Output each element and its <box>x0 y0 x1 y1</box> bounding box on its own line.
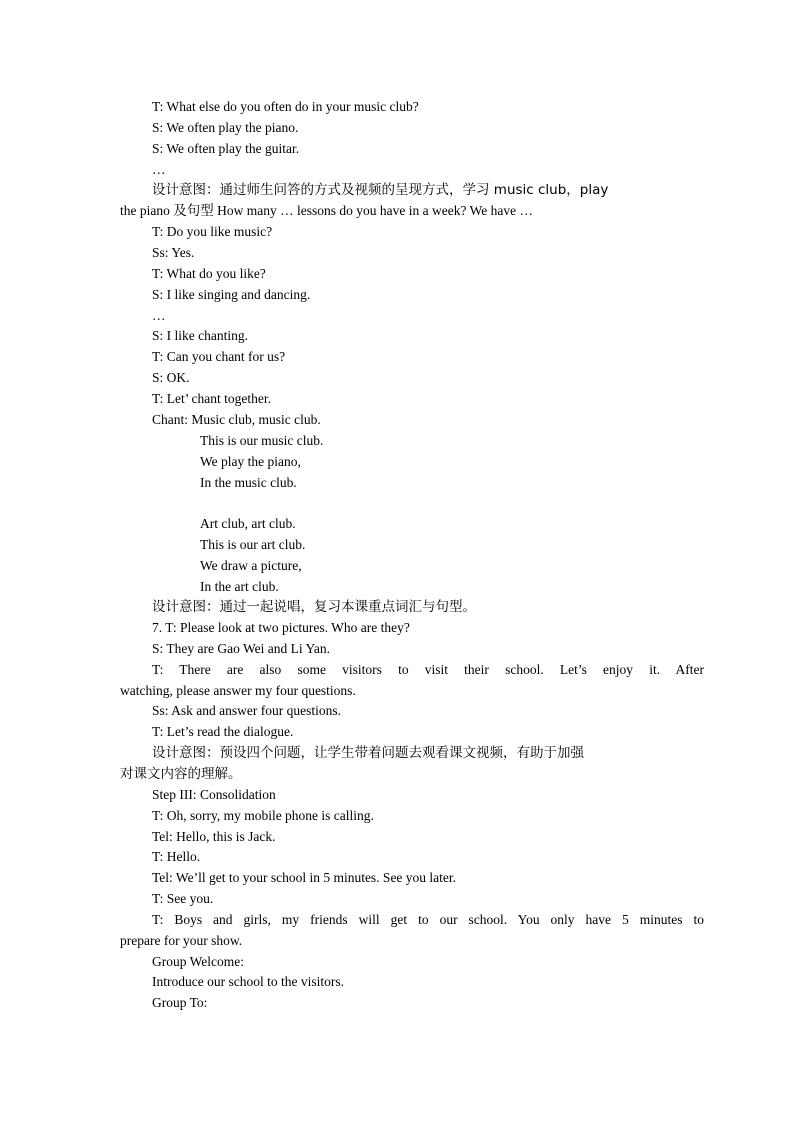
chant-line: We draw a picture, <box>200 558 302 573</box>
text-line: Tel: Hello, this is Jack. <box>152 829 276 844</box>
text-line: T: See you. <box>152 891 214 906</box>
text-line: T: Let’s read the dialogue. <box>152 724 294 739</box>
text-line: T: Hello. <box>152 849 201 864</box>
design-intent-line: 设计意图：通过师生问答的方式及视频的呈现方式，学习 music club，play <box>152 182 609 198</box>
chant-line: In the art club. <box>200 579 279 594</box>
text-line: S: OK. <box>152 370 190 385</box>
text-line: T: What else do you often do in your music club? <box>152 99 419 114</box>
text-line: 7. T: Please look at two pictures. Who are they? <box>152 620 410 635</box>
text-line: the piano 及句型 How many … lessons do you have in a week? We have … <box>120 203 533 218</box>
chant-line: Chant: Music club, music club. <box>152 412 321 427</box>
chant-line: Art club, art club. <box>200 516 296 531</box>
step-heading: Step III: Consolidation <box>152 787 276 802</box>
text-line: Introduce our school to the visitors. <box>152 974 344 989</box>
text-line: prepare for your show. <box>120 933 243 948</box>
text-line: Ss: Yes. <box>152 245 195 260</box>
text-line: S: I like singing and dancing. <box>152 287 311 302</box>
text-line: S: We often play the guitar. <box>152 141 300 156</box>
text-line: T: Do you like music? <box>152 224 273 239</box>
text-line: T: Oh, sorry, my mobile phone is calling. <box>152 808 374 823</box>
text-line: T: Boys and girls, my friends will get to our school. You only have 5 minutes to <box>152 912 704 927</box>
chant-line: We play the piano, <box>200 454 301 469</box>
ellipsis-line: … <box>152 308 166 323</box>
ellipsis-line: … <box>152 162 166 177</box>
design-intent-line: 对课文内容的理解。 <box>120 766 242 782</box>
text-line: S: They are Gao Wei and Li Yan. <box>152 641 331 656</box>
design-intent-line: 设计意图：通过一起说唱，复习本课重点词汇与句型。 <box>152 599 476 615</box>
group-heading: Group To: <box>152 995 208 1010</box>
chant-line: In the music club. <box>200 475 297 490</box>
text-line: T: What do you like? <box>152 266 266 281</box>
text-line: T: Let’ chant together. <box>152 391 272 406</box>
group-heading: Group Welcome: <box>152 954 245 969</box>
text-line: Ss: Ask and answer four questions. <box>152 703 341 718</box>
chant-line: This is our music club. <box>200 433 324 448</box>
chant-line: This is our art club. <box>200 537 306 552</box>
text-line: T: Can you chant for us? <box>152 349 286 364</box>
text-line: Tel: We’ll get to your school in 5 minutes. See you later. <box>152 870 457 885</box>
text-line: watching, please answer my four questions. <box>120 683 356 698</box>
text-line: T: There are also some visitors to visit their school. Let’s enjoy it. After <box>152 662 704 677</box>
design-intent-line: 设计意图：预设四个问题，让学生带着问题去观看课文视频，有助于加强 <box>152 745 584 761</box>
text-line: S: We often play the piano. <box>152 120 299 135</box>
text-line: S: I like chanting. <box>152 328 248 343</box>
